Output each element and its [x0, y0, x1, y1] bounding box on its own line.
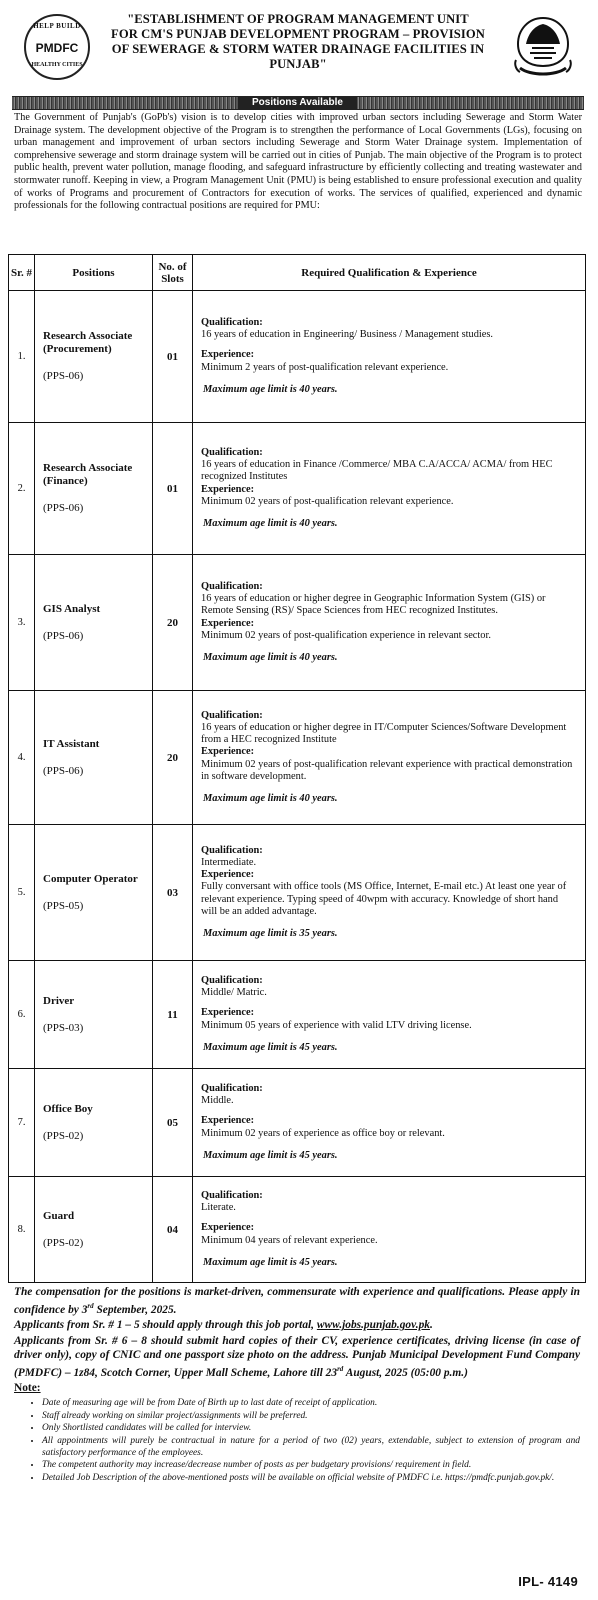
position-pps: (PPS-02) — [43, 1129, 84, 1142]
logo-main-text: PMDFC — [35, 41, 79, 55]
table-row — [9, 1177, 586, 1283]
table-row — [9, 423, 586, 555]
application-instructions — [14, 1286, 580, 1485]
position-name: Driver — [43, 994, 75, 1007]
age-limit: Maximum age limit is 35 years. — [203, 928, 338, 939]
age-limit: Maximum age limit is 40 years. — [203, 793, 338, 804]
position-name: Computer Operator — [43, 872, 138, 885]
punjab-govt-emblem-icon — [512, 14, 574, 80]
list-item: • All appointments will purely be contractual in nature for a period of two (02) years, extendable, subject to extension of program and satisfactory performance of the employees. — [42, 1436, 580, 1459]
experience-text: Minimum 02 years of experience as office boy or relevant. — [201, 1127, 445, 1139]
positions-banner-label: Positions Available — [238, 96, 357, 109]
row-slots: 20 — [153, 691, 193, 825]
row-slots: 04 — [153, 1177, 193, 1283]
job-advertisement — [6, 6, 590, 1594]
row-position — [35, 423, 153, 555]
row-position — [35, 825, 153, 961]
experience-text: Minimum 2 years of post-qualification relevant experience. — [201, 361, 449, 373]
list-item: • The competent authority may increase/decrease number of posts as per budgetary provisions/ requirement in field. — [42, 1460, 580, 1472]
positions-banner — [12, 96, 584, 110]
age-limit: Maximum age limit is 45 years. — [203, 1149, 338, 1161]
position-pps: (PPS-06) — [43, 629, 84, 642]
list-item: • Staff already working on similar project/assignments will be preferred. — [42, 1411, 580, 1423]
row-sr: 7. — [9, 1069, 35, 1177]
title-line: "ESTABLISHMENT OF PROGRAM MANAGEMENT UNIT — [127, 12, 469, 26]
age-limit: Maximum age limit is 40 years. — [203, 383, 338, 395]
online-apply-prefix: Applicants from Sr. # 1 – 5 should apply through this job portal, — [14, 1319, 317, 1332]
title-line: FOR CM'S PUNJAB DEVELOPMENT PROGRAM – PROVISION — [111, 27, 485, 41]
online-apply-text — [14, 1319, 580, 1333]
compensation-prefix: The compensation for the positions is market-driven, commensurate with experience and qualifications. Please apply in confidence by 3 — [14, 1286, 580, 1316]
qualification-label: Qualification: — [201, 1189, 263, 1201]
job-portal-link[interactable]: www.jobs.punjab.gov.pk — [316, 1319, 430, 1332]
row-qualification — [193, 825, 586, 961]
qualification-label: Qualification: — [201, 844, 263, 856]
hardcopy-suffix: August, 2025 (05:00 p.m.) — [343, 1366, 468, 1379]
row-slots: 01 — [153, 291, 193, 423]
row-sr: 6. — [9, 961, 35, 1069]
position-pps: (PPS-02) — [43, 1236, 84, 1249]
position-name: Guard — [43, 1209, 75, 1222]
notes-list — [14, 1398, 580, 1484]
experience-label: Experience: — [201, 617, 255, 629]
logo-bottom-text: HEALTHY CITIES — [31, 62, 83, 68]
header-slots: No. of Slots — [153, 255, 193, 291]
row-position — [35, 291, 153, 423]
online-apply-suffix: . — [429, 1319, 433, 1332]
row-sr: 5. — [9, 825, 35, 961]
experience-text: Minimum 02 years of post-qualification experience in relevant sector. — [201, 629, 491, 641]
table-row — [9, 825, 586, 961]
advertisement-title — [102, 12, 494, 72]
positions-table — [8, 254, 586, 1283]
row-slots: 20 — [153, 555, 193, 691]
table-row — [9, 555, 586, 691]
list-item: • Only Shortlisted candidates will be called for interview. — [42, 1423, 580, 1435]
row-slots: 11 — [153, 961, 193, 1069]
row-slots: 05 — [153, 1069, 193, 1177]
age-limit: Maximum age limit is 45 years. — [203, 1256, 338, 1268]
row-position — [35, 961, 153, 1069]
experience-text: Minimum 02 years of post-qualification relevant experience with practical demonstration in software development. — [201, 758, 573, 782]
position-name: IT Assistant — [43, 737, 100, 750]
experience-label: Experience: — [201, 869, 255, 881]
row-sr: 2. — [9, 423, 35, 555]
list-item: • Date of measuring age will be from Date of Birth up to last date of receipt of application. — [42, 1398, 580, 1410]
row-qualification — [193, 1069, 586, 1177]
row-sr: 4. — [9, 691, 35, 825]
age-limit: Maximum age limit is 45 years. — [203, 1041, 338, 1053]
position-name: GIS Analyst — [43, 602, 101, 615]
qualification-text: 16 years of education or higher degree in IT/Computer Sciences/Software Development from a HEC recognized Institute — [201, 721, 567, 746]
qualification-text: Intermediate. — [201, 856, 257, 868]
qualification-label: Qualification: — [201, 580, 263, 592]
row-qualification — [193, 291, 586, 423]
position-name: Research Associate (Procurement) — [43, 330, 133, 355]
logo-top-text: HELP BUILD — [33, 22, 81, 30]
row-position — [35, 1177, 153, 1283]
qualification-label: Qualification: — [201, 709, 263, 721]
header-positions: Positions — [35, 255, 153, 291]
experience-label: Experience: — [201, 1115, 255, 1127]
row-qualification — [193, 961, 586, 1069]
row-position — [35, 555, 153, 691]
table-header-row — [9, 255, 586, 291]
row-slots: 03 — [153, 825, 193, 961]
position-name: Office Boy — [43, 1102, 93, 1115]
qualification-text: Literate. — [201, 1202, 236, 1214]
row-qualification — [193, 691, 586, 825]
compensation-text — [14, 1286, 580, 1317]
qualification-label: Qualification: — [201, 316, 263, 328]
table-row — [9, 691, 586, 825]
header-qualification: Required Qualification & Experience — [193, 255, 586, 291]
table-row — [9, 291, 586, 423]
experience-label: Experience: — [201, 746, 255, 758]
qualification-text: Middle/ Matric. — [201, 987, 267, 999]
experience-text: Fully conversant with office tools (MS Office, Internet, E-mail etc.) At least one year of relevant experience. Typing speed of 40wpm with accuracy. Knowledge of short hand will be an added advantage. — [201, 881, 567, 917]
row-qualification — [193, 555, 586, 691]
qualification-text: 16 years of education in Engineering/ Business / Management studies. — [201, 329, 494, 341]
position-pps: (PPS-03) — [43, 1021, 84, 1034]
compensation-sup: rd — [87, 1301, 94, 1310]
experience-label: Experience: — [201, 483, 255, 495]
age-limit: Maximum age limit is 40 years. — [203, 651, 338, 663]
experience-text: Minimum 02 years of post-qualification relevant experience. — [201, 495, 454, 507]
hardcopy-prefix: Applicants from Sr. # 6 – 8 should submit hard copies of their CV, experience certificates, driving license (in case of driver only), copy of CNIC and one passport size photo on the address. Punjab Municipal Development Fund Company (PMDFC) – 1z84, Scotch Corner, Upper Mall Scheme, Lahore till 23 — [14, 1335, 580, 1379]
qualification-label: Qualification: — [201, 1082, 263, 1094]
row-sr: 3. — [9, 555, 35, 691]
experience-label: Experience: — [201, 1007, 255, 1019]
row-qualification — [193, 423, 586, 555]
list-item: • Detailed Job Description of the above-mentioned posts will be available on official website of PMDFC i.e. https://pmdfc.punjab.gov.pk/. — [42, 1473, 580, 1485]
position-pps: (PPS-06) — [43, 502, 84, 514]
qualification-label: Qualification: — [201, 446, 263, 458]
experience-label: Experience: — [201, 349, 255, 361]
title-line: OF SEWERAGE & STORM WATER DRAINAGE FACILITIES IN — [111, 42, 485, 56]
table-row — [9, 1069, 586, 1177]
qualification-text: Middle. — [201, 1095, 234, 1107]
position-pps: (PPS-06) — [43, 370, 84, 382]
qualification-label: Qualification: — [201, 974, 263, 986]
compensation-suffix: September, 2025. — [93, 1303, 177, 1316]
position-pps: (PPS-05) — [43, 899, 84, 912]
row-sr: 8. — [9, 1177, 35, 1283]
row-sr: 1. — [9, 291, 35, 423]
qualification-text: 16 years of education in Finance /Commerce/ MBA C.A/ACCA/ ACMA/ from HEC recognized Institutes — [201, 459, 553, 483]
age-limit: Maximum age limit is 40 years. — [203, 517, 338, 529]
position-name: Research Associate (Finance) — [43, 462, 133, 487]
hardcopy-apply-text — [14, 1335, 580, 1380]
pmdfc-logo — [24, 14, 90, 80]
position-pps: (PPS-06) — [43, 764, 84, 777]
header-sr: Sr. # — [9, 255, 35, 291]
row-qualification — [193, 1177, 586, 1283]
title-line: PUNJAB" — [269, 57, 327, 71]
row-position — [35, 1069, 153, 1177]
experience-text: Minimum 04 years of relevant experience. — [201, 1234, 378, 1246]
ipl-number: IPL- 4149 — [518, 1574, 578, 1589]
row-position — [35, 691, 153, 825]
intro-paragraph: The Government of Punjab's (GoPb's) vision is to develop cities with improved urban sectors including Sewerage and Storm Water Drainage system. The development objective of the Program is to strengthen the performance of Local Governments (LGs), focusing on urban management and improvement of urban sectors including Sewerage and Storm Water Drainage system. Implementation of comprehensive sewerage and storm drainage system will be carried out in cities of Punjab. The main objective of the Program is to protect public health, prevent water pollution, manage flooding, and safeguard infrastructure by efficiently collecting and treating wastewater and stormwater runoff. Keeping in view, a Program Management Unit (PMU) is being established to ensure professional execution and quality of works of Programs and procurement of Contractors for execution of works. The services of qualified, experienced and dynamic professionals for the following contractual positions are required for PMU: — [14, 112, 582, 212]
hardcopy-sup: rd — [337, 1364, 344, 1373]
note-heading: Note: — [14, 1382, 41, 1395]
experience-label: Experience: — [201, 1222, 255, 1234]
qualification-text: 16 years of education or higher degree in Geographic Information System (GIS) or Remote Sensing (RS)/ Space Sciences from HEC recognized Institutes. — [201, 593, 546, 617]
row-slots: 01 — [153, 423, 193, 555]
experience-text: Minimum 05 years of experience with valid LTV driving license. — [201, 1019, 472, 1031]
table-row — [9, 961, 586, 1069]
